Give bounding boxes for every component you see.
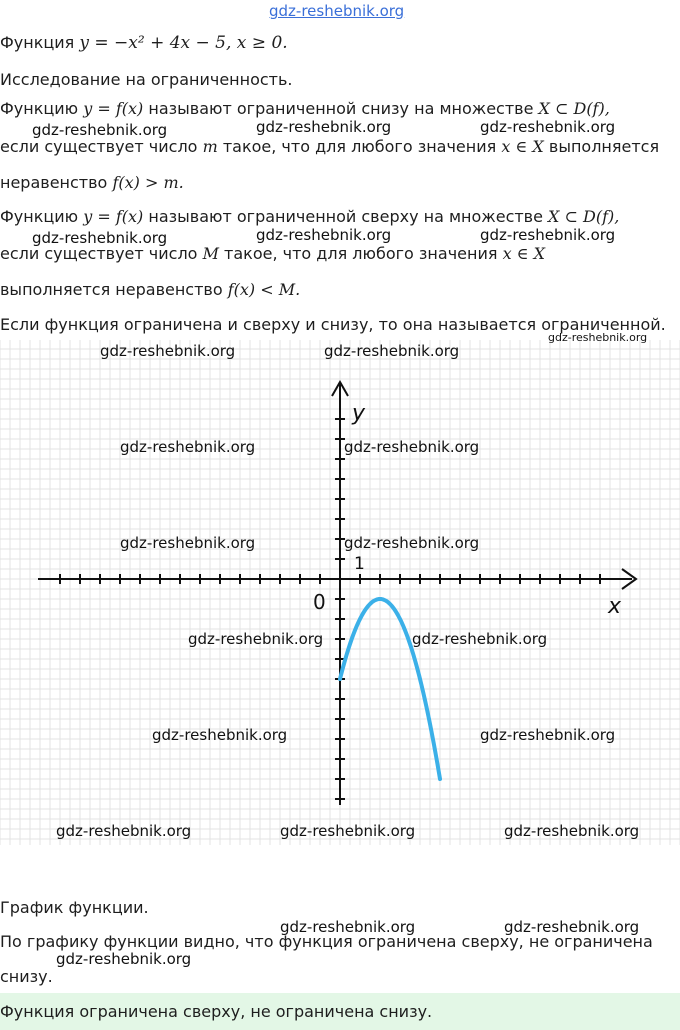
watermark: gdz-reshebnik.org <box>256 118 392 136</box>
watermark: gdz-reshebnik.org <box>152 726 288 744</box>
text: такое, что для любого значения <box>224 244 498 263</box>
text: выполняется <box>548 137 660 156</box>
text: Функцию <box>0 99 79 118</box>
math: m <box>202 137 218 156</box>
def-below-line-1 <box>0 99 610 118</box>
top-watermark-link[interactable]: gdz-reshebnik.org <box>269 2 405 20</box>
watermark: gdz-reshebnik.org <box>280 918 416 936</box>
math: f(x) < M. <box>227 280 301 299</box>
math: x ∈ X <box>501 137 544 156</box>
function-definition <box>0 33 288 53</box>
text: Функцию <box>0 207 79 226</box>
watermark: gdz-reshebnik.org <box>504 918 640 936</box>
unit-label: 1 <box>354 554 365 574</box>
conclusion-line-1: По графику функции видно, что функция ограничена сверху, не ограничена <box>0 932 653 951</box>
watermark: gdz-reshebnik.org <box>32 229 168 247</box>
watermark: gdz-reshebnik.org <box>412 630 548 648</box>
watermark: gdz-reshebnik.org <box>100 342 236 360</box>
section-title: Исследование на ограниченность. <box>0 70 293 89</box>
answer-box <box>0 993 680 1030</box>
def-above-line-1 <box>0 207 619 226</box>
function-graph <box>0 340 680 845</box>
math: x ∈ X <box>502 244 546 263</box>
math: y = f(x) <box>83 99 144 118</box>
math: X ⊂ D(f), <box>548 207 620 226</box>
graph-caption: График функции. <box>0 898 149 917</box>
watermark: gdz-reshebnik.org <box>188 630 324 648</box>
answer-text: Функция ограничена сверху, не ограничена снизу. <box>0 1002 433 1021</box>
def-above-line-3 <box>0 280 300 299</box>
text: называют ограниченной снизу на множестве <box>148 99 534 118</box>
watermark: gdz-reshebnik.org <box>480 118 616 136</box>
def-below-line-2 <box>0 137 659 156</box>
watermark: gdz-reshebnik.org <box>548 331 648 344</box>
watermark: gdz-reshebnik.org <box>256 226 392 244</box>
def-below-line-3 <box>0 173 184 192</box>
watermark: gdz-reshebnik.org <box>280 822 416 840</box>
origin-label: 0 <box>313 590 326 614</box>
watermark: gdz-reshebnik.org <box>120 438 256 456</box>
bounded-definition: Если функция ограничена и сверху и снизу, то она называется ограниченной. <box>0 315 666 334</box>
watermark: gdz-reshebnik.org <box>56 822 192 840</box>
y-axis-label: y <box>352 401 366 426</box>
math: y = f(x) <box>83 207 144 226</box>
intro-prefix: Функция <box>0 33 75 52</box>
function-formula: y = −x² + 4x − 5, x ≥ 0. <box>79 33 288 53</box>
text: называют ограниченной сверху на множестве <box>148 207 543 226</box>
watermark: gdz-reshebnik.org <box>344 438 480 456</box>
watermark: gdz-reshebnik.org <box>480 726 616 744</box>
x-axis-label: x <box>608 594 622 619</box>
watermark: gdz-reshebnik.org <box>480 226 616 244</box>
math: M <box>202 244 219 263</box>
text: если существует число <box>0 137 198 156</box>
watermark: gdz-reshebnik.org <box>32 121 168 139</box>
watermark: gdz-reshebnik.org <box>344 534 480 552</box>
watermark: gdz-reshebnik.org <box>324 342 460 360</box>
watermark: gdz-reshebnik.org <box>56 950 192 968</box>
text: такое, что для любого значения <box>222 137 497 156</box>
math: f(x) > m. <box>112 173 184 192</box>
watermark: gdz-reshebnik.org <box>504 822 640 840</box>
text: если существует число <box>0 244 198 263</box>
watermark: gdz-reshebnik.org <box>120 534 256 552</box>
text: выполняется неравенство <box>0 280 223 299</box>
conclusion-line-2: снизу. <box>0 967 53 986</box>
text: неравенство <box>0 173 108 192</box>
math: X ⊂ D(f), <box>538 99 610 118</box>
